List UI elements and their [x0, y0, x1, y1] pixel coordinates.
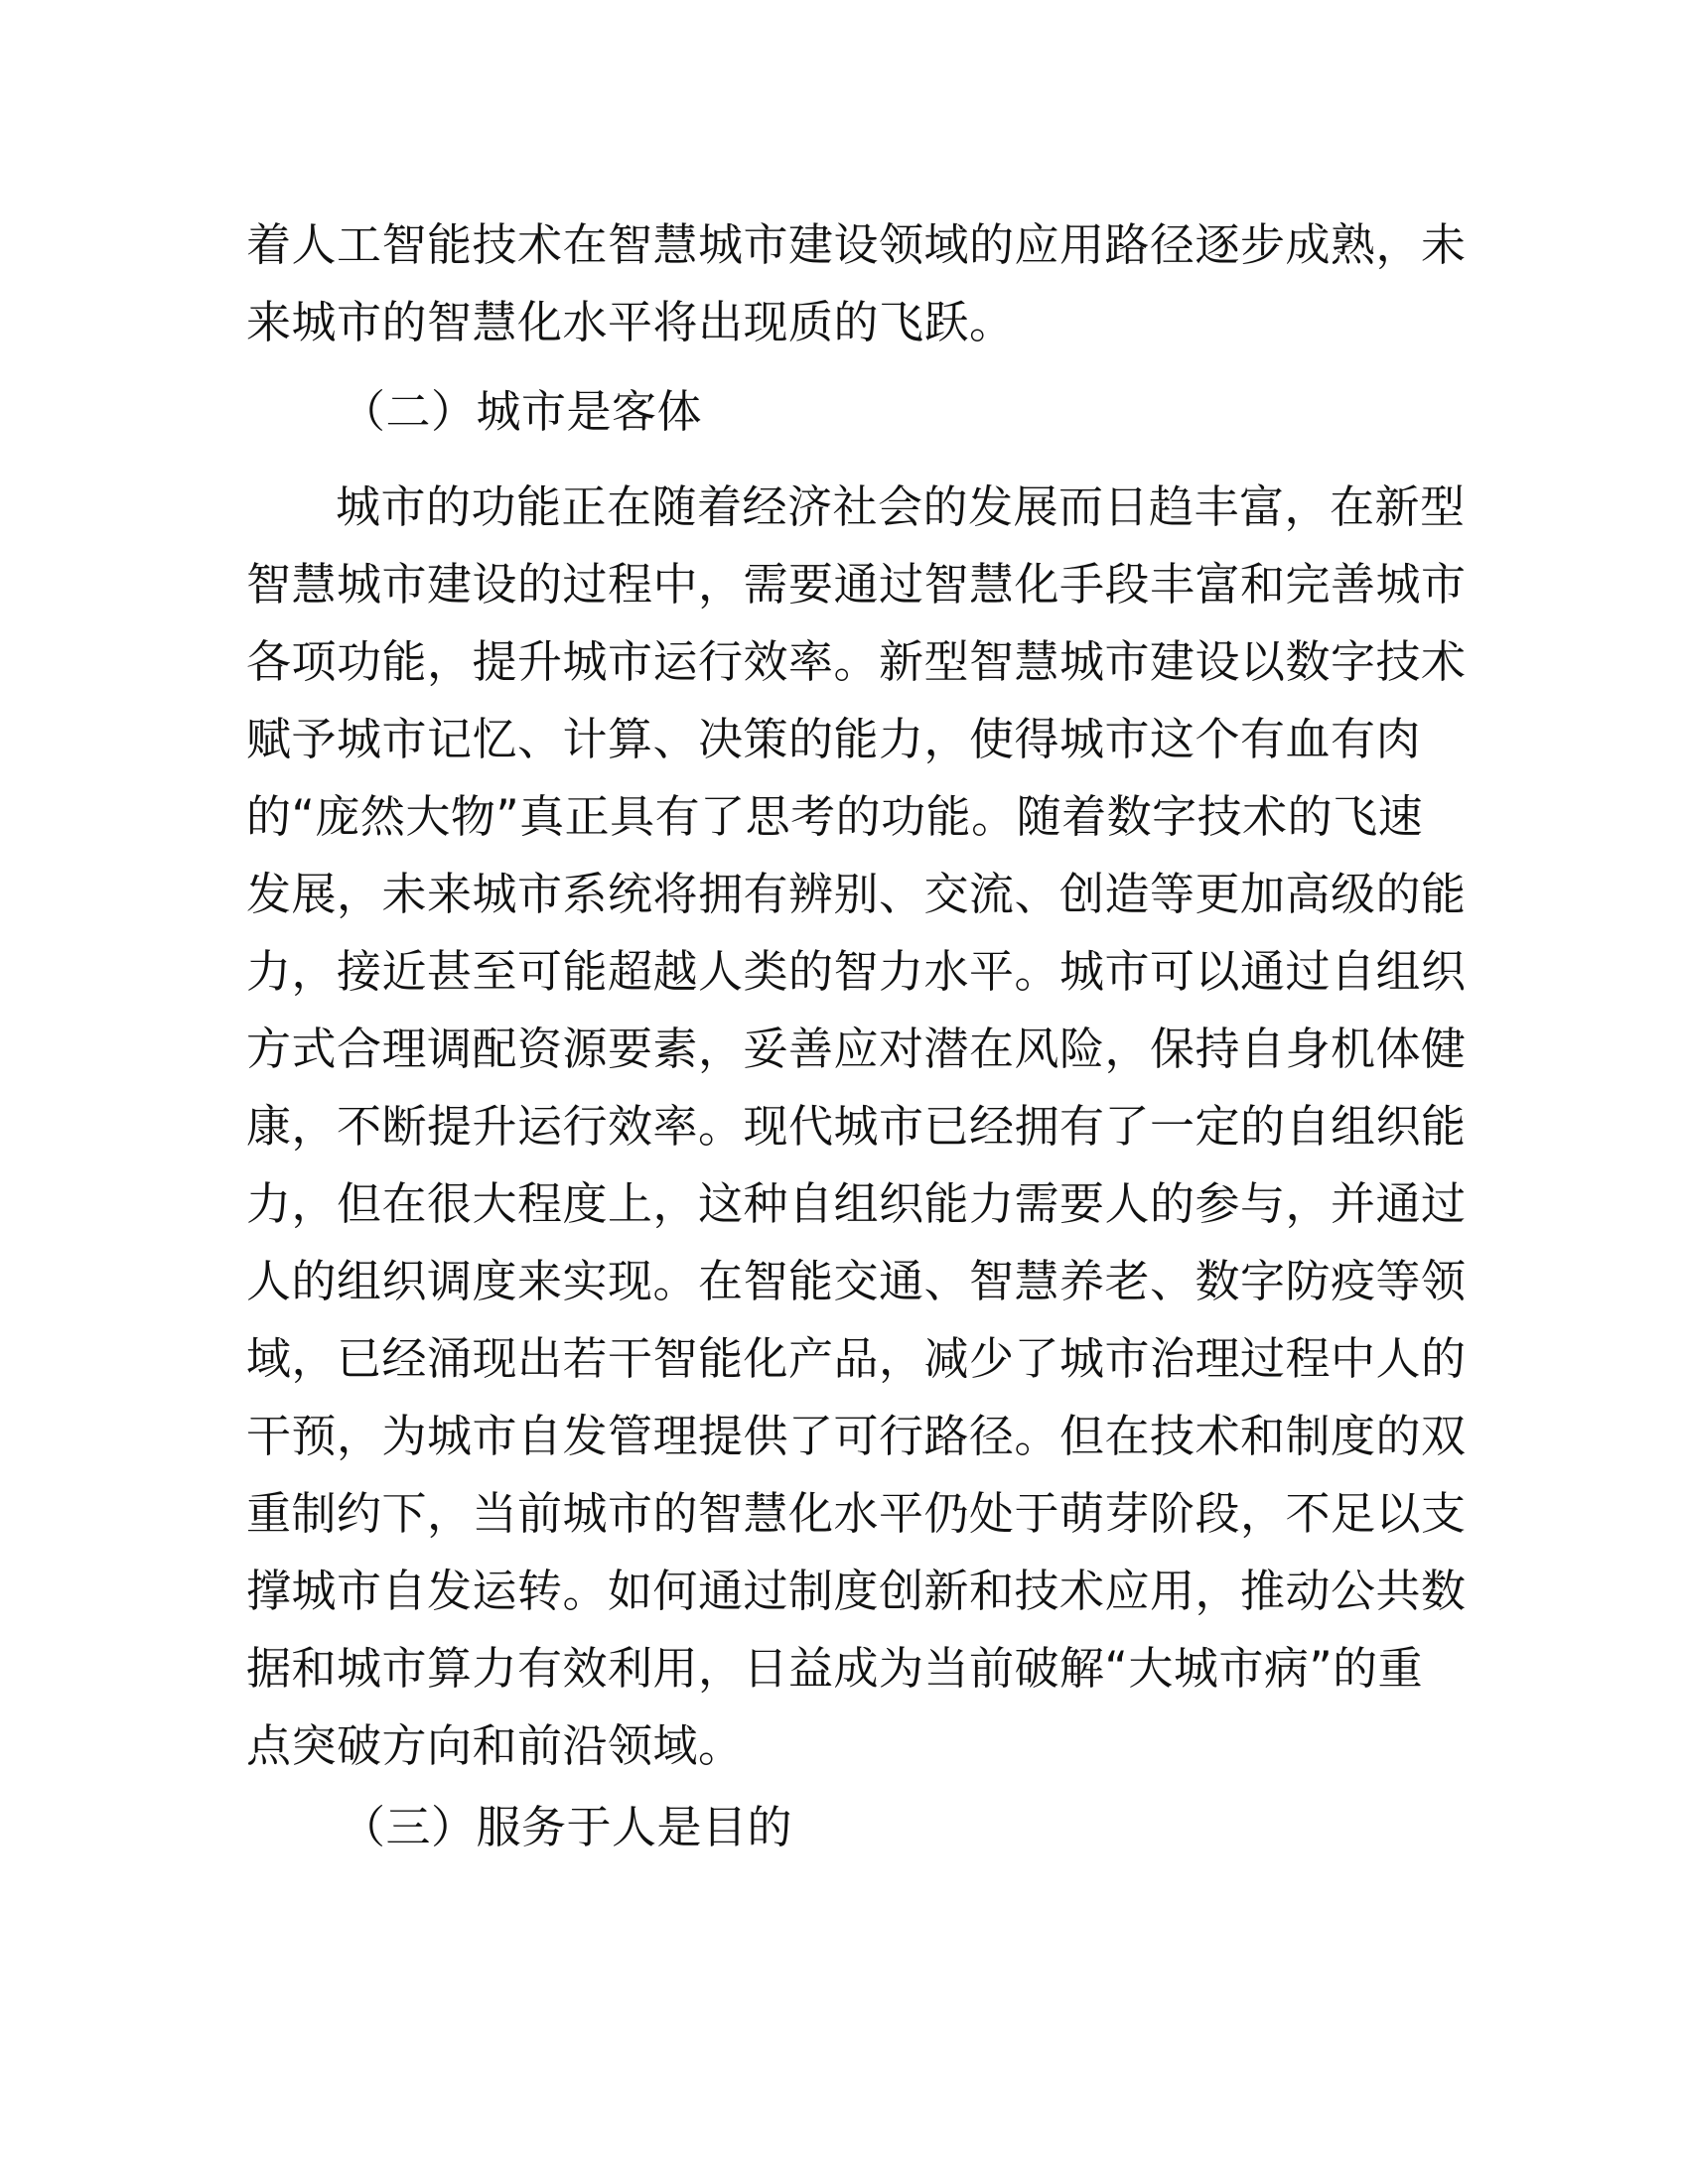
- paragraph-line: 方式合理调配资源要素，妥善应对潜在风险，保持自身机体健: [246, 1023, 1467, 1075]
- paragraph-line: 域，已经涌现出若干智能化产品，减少了城市治理过程中人的: [246, 1332, 1467, 1385]
- section-heading-3: （三）服务于人是目的: [341, 1801, 793, 1853]
- paragraph-line: 来城市的智慧化水平将出现质的飞跃。: [246, 296, 1015, 348]
- paragraph-line: 力，接近甚至可能超越人类的智力水平。城市可以通过自组织: [246, 945, 1467, 998]
- section-heading-2: （二）城市是客体: [341, 385, 703, 438]
- paragraph-line: 发展，未来城市系统将拥有辨别、交流、创造等更加高级的能: [246, 868, 1467, 920]
- paragraph-line: 城市的功能正在随着经济社会的发展而日趋丰富，在新型: [336, 480, 1466, 533]
- body-paragraph: [246, 469, 1467, 1785]
- paragraph-line: 智慧城市建设的过程中，需要通过智慧化手段丰富和完善城市: [246, 558, 1467, 611]
- paragraph-line: 干预，为城市自发管理提供了可行路径。但在技术和制度的双: [246, 1410, 1467, 1462]
- paragraph-line: 的“庞然大物”真正具有了思考的功能。随着数字技术的飞速: [246, 790, 1424, 843]
- paragraph-line: 撑城市自发运转。如何通过制度创新和技术应用，推动公共数: [246, 1565, 1467, 1617]
- continued-paragraph: [246, 206, 1467, 361]
- paragraph-line: 赋予城市记忆、计算、决策的能力，使得城市这个有血有肉: [246, 713, 1422, 765]
- paragraph-line: 各项功能，提升城市运行效率。新型智慧城市建设以数字技术: [246, 635, 1467, 688]
- paragraph-line: 点突破方向和前沿领域。: [246, 1719, 744, 1772]
- paragraph-line: 着人工智能技术在智慧城市建设领域的应用路径逐步成熟，未: [246, 218, 1467, 271]
- paragraph-line: 康，不断提升运行效率。现代城市已经拥有了一定的自组织能: [246, 1100, 1467, 1153]
- paragraph-line: 人的组织调度来实现。在智能交通、智慧养老、数字防疫等领: [246, 1255, 1467, 1307]
- paragraph-line: 重制约下，当前城市的智慧化水平仍处于萌芽阶段，不足以支: [246, 1487, 1467, 1540]
- paragraph-line: 据和城市算力有效利用，日益成为当前破解“大城市病”的重: [246, 1642, 1424, 1695]
- paragraph-line: 力，但在很大程度上，这种自组织能力需要人的参与，并通过: [246, 1177, 1467, 1230]
